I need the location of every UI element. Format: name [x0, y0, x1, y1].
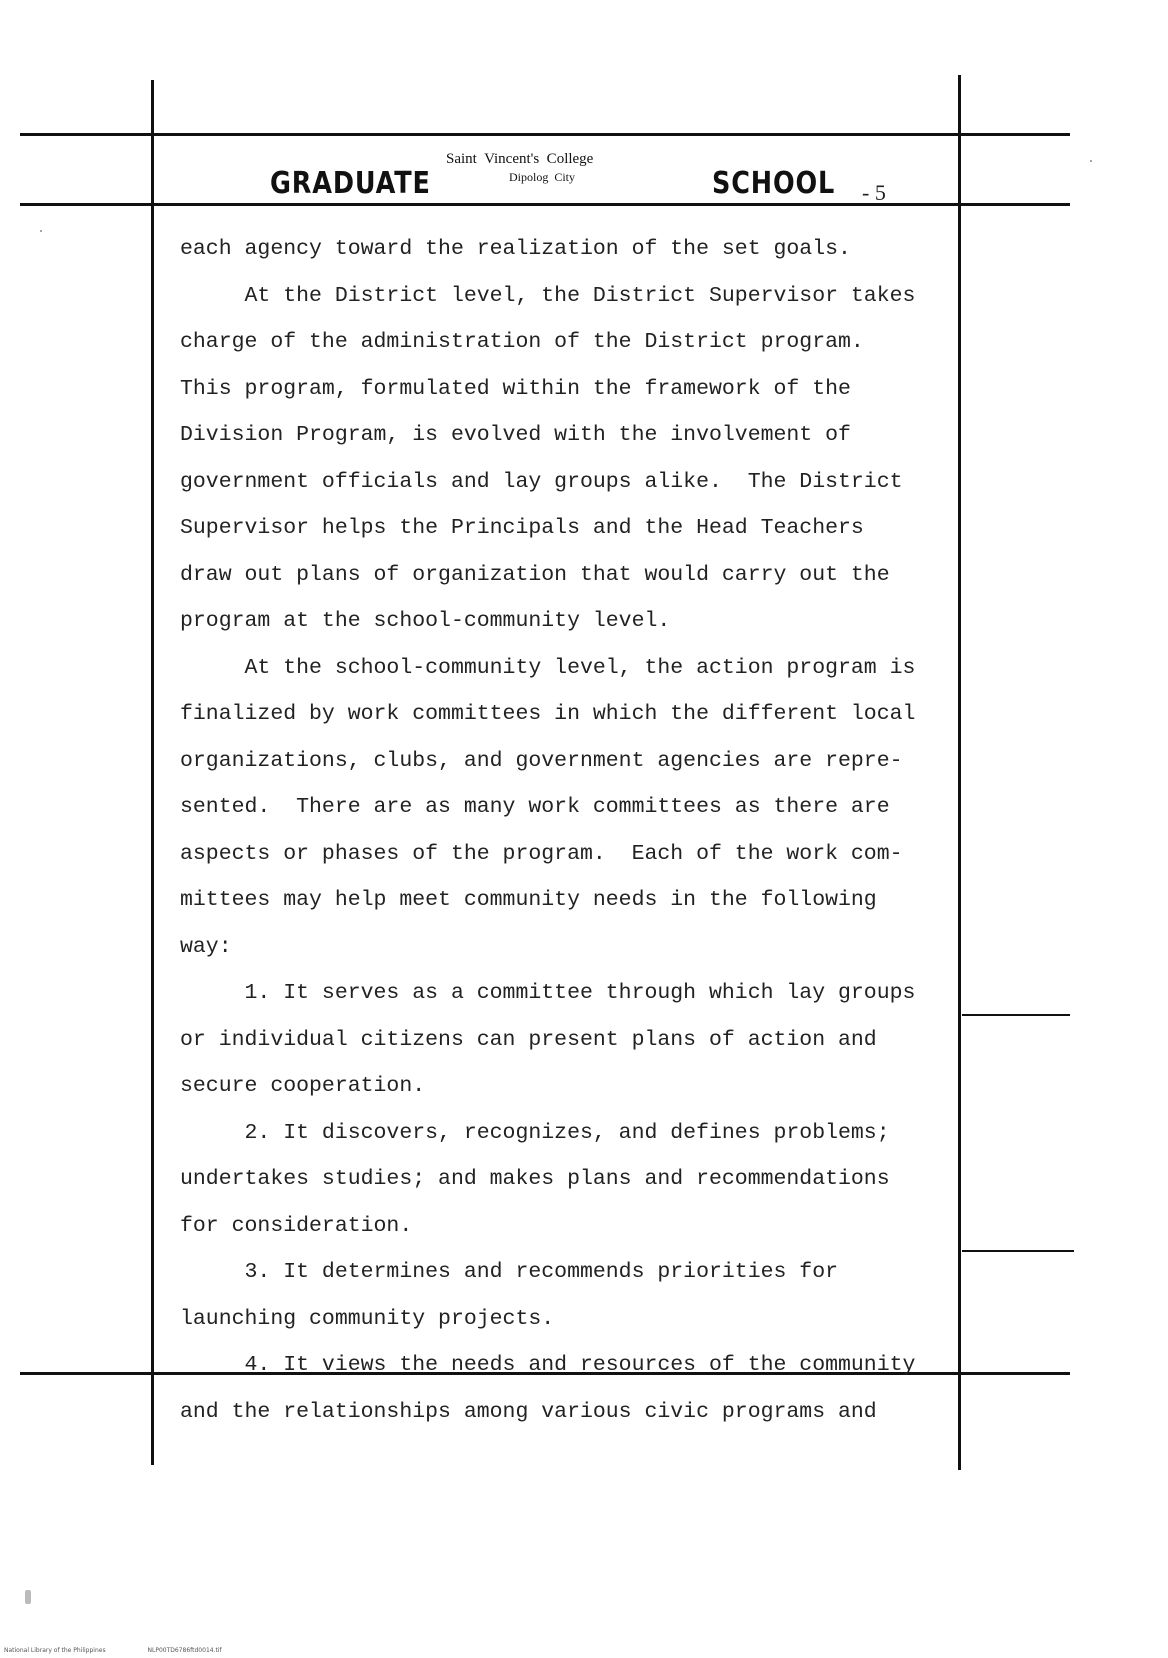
top-rule	[20, 133, 1070, 136]
text-line: launching community projects.	[180, 1306, 555, 1331]
text-line: each agency toward the realization of the set goals.	[180, 237, 851, 261]
text-line: program at the school-community level.	[180, 609, 671, 633]
text-line: Supervisor helps the Principals and the Head Teachers	[180, 516, 864, 540]
text-line: organizations, clubs, and government agencies are repre-	[180, 748, 903, 773]
header-graduate: GRADUATE	[270, 166, 431, 201]
text-line: or individual citizens can present plans of action and	[180, 1027, 877, 1052]
text-line: Division Program, is evolved with the involvement of	[180, 423, 851, 447]
document-body	[180, 226, 1000, 1435]
college-city: Dipolog City	[509, 170, 576, 184]
text-line: 3. It determines and recommends priorities for	[180, 1260, 839, 1284]
text-line: draw out plans of organization that would carry out the	[180, 562, 890, 587]
scan-speck	[40, 230, 42, 232]
text-line: and the relationships among various civic programs and	[180, 1399, 877, 1424]
footer-library: National Library of the Philippines	[4, 1647, 106, 1654]
text-line: secure cooperation.	[180, 1074, 426, 1098]
text-line: 4. It views the needs and resources of the community	[180, 1353, 916, 1377]
text-line: way:	[180, 934, 232, 959]
header-school: SCHOOL	[712, 166, 836, 201]
scan-speck	[25, 1590, 31, 1604]
page-number: - 5	[862, 180, 886, 205]
text-line: At the school-community level, the action program is	[180, 655, 916, 680]
text-line: charge of the administration of the District program.	[180, 330, 864, 354]
text-line: mittees may help meet community needs in the following	[180, 888, 877, 912]
text-line: government officials and lay groups alike. The District	[180, 469, 903, 494]
footer-file-id: NLP00TD6786ftd0014.tif	[147, 1647, 222, 1654]
text-line: aspects or phases of the program. Each of the work com-	[180, 841, 903, 866]
text-line: for consideration.	[180, 1213, 413, 1238]
text-line: 2. It discovers, recognizes, and defines problems;	[180, 1120, 890, 1145]
text-line: At the District level, the District Supervisor takes	[180, 283, 916, 308]
text-line: finalized by work committees in which the different local	[180, 702, 916, 726]
scan-speck	[1090, 160, 1092, 162]
text-line: This program, formulated within the framework of the	[180, 376, 851, 401]
left-margin-line	[151, 80, 154, 1465]
college-name: Saint Vincent's College	[446, 151, 594, 167]
header-rule	[20, 203, 1070, 206]
scan-footer	[4, 1647, 262, 1654]
text-line: undertakes studies; and makes plans and recommendations	[180, 1167, 890, 1191]
text-line: sented. There are as many work committees as there are	[180, 795, 890, 819]
text-line: 1. It serves as a committee through which lay groups	[180, 981, 916, 1005]
